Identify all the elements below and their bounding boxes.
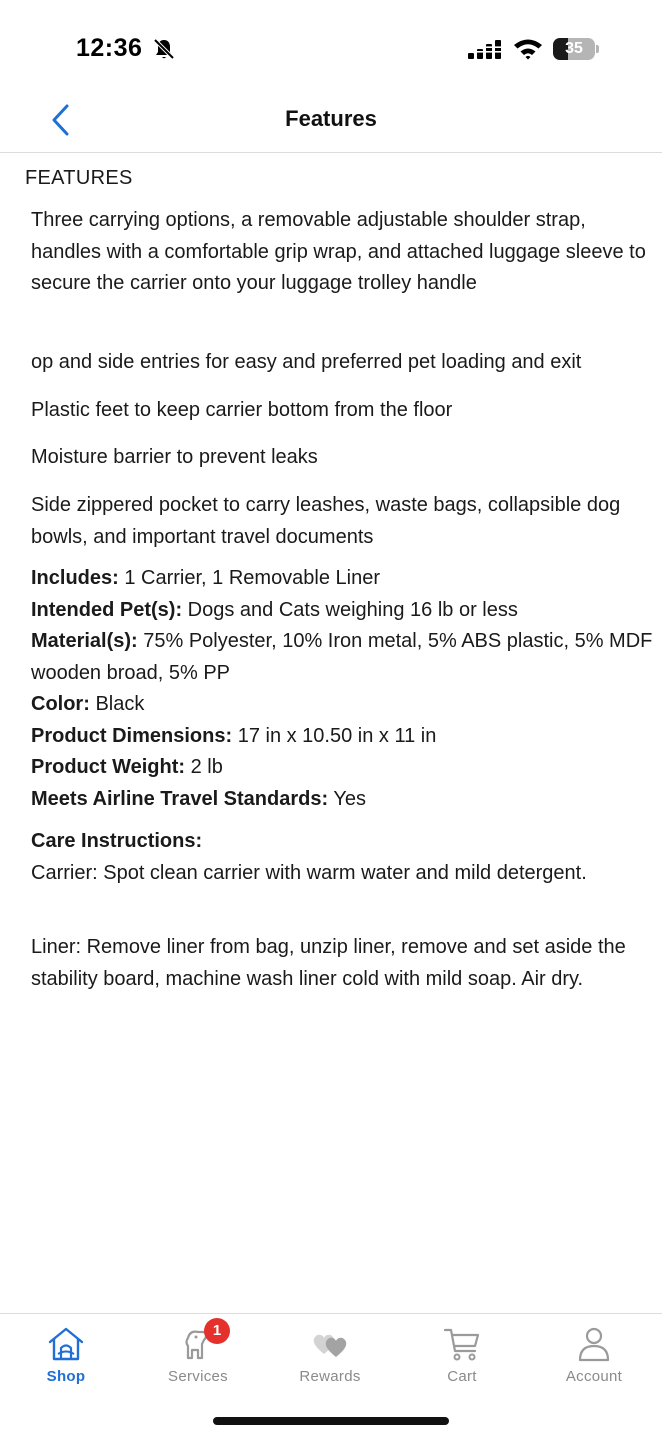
notification-badge: 1 — [204, 1318, 230, 1344]
spec-label: Product Dimensions: — [31, 725, 233, 747]
feature-paragraph: Plastic feet to keep carrier bottom from the floor — [31, 399, 453, 421]
spec-dimensions — [31, 721, 656, 753]
feature-paragraph: op and side entries for easy and preferred pet loading and exit — [31, 351, 582, 373]
navigation-bar — [0, 88, 662, 153]
tab-shop[interactable] — [0, 1314, 132, 1394]
feature-paragraph: Side zippered pocket to carry leashes, waste bags, collapsible dog bowls, and important travel documents — [31, 494, 621, 548]
status-bar — [0, 0, 662, 100]
page-title: Features — [285, 106, 377, 131]
spec-intended-pets — [31, 595, 656, 627]
tab-label: Cart — [447, 1368, 477, 1385]
spec-label: Product Weight: — [31, 756, 186, 778]
person-icon — [574, 1324, 614, 1364]
care-liner: Liner: Remove liner from bag, unzip liner, remove and set aside the stability board, machine wash liner cold with mild soap. Air dry. — [31, 936, 626, 990]
care-heading-text: Care Instructions: — [31, 830, 203, 852]
spec-label: Material(s): — [31, 630, 138, 652]
spec-value: Black — [89, 693, 145, 715]
spec-value: Yes — [328, 788, 366, 810]
spec-weight — [31, 752, 656, 784]
wifi-icon — [512, 37, 544, 61]
spec-label: Meets Airline Travel Standards: — [31, 788, 329, 810]
home-icon — [46, 1324, 86, 1364]
bell-muted-icon — [152, 37, 176, 61]
battery-level-text: 35 — [565, 40, 583, 57]
tab-cart[interactable] — [396, 1314, 528, 1394]
status-time: 12:36 — [76, 34, 143, 62]
feature-paragraph: Moisture barrier to prevent leaks — [31, 446, 318, 468]
tab-label: Account — [565, 1368, 623, 1385]
hearts-icon — [310, 1324, 350, 1364]
home-indicator[interactable] — [213, 1417, 449, 1425]
spec-label: Color: — [31, 693, 90, 715]
cellular-signal-icon — [468, 38, 504, 62]
tab-services[interactable] — [132, 1314, 264, 1394]
care-heading — [31, 826, 656, 858]
care-carrier: Carrier: Spot clean carrier with warm water and mild detergent. — [31, 862, 587, 884]
spec-color — [31, 689, 656, 721]
section-heading: FEATURES — [25, 167, 133, 189]
spec-label: Includes: — [31, 567, 119, 589]
spec-value: 2 lb — [185, 756, 223, 778]
spec-label: Intended Pet(s): — [31, 599, 183, 621]
tab-label: Shop — [46, 1368, 86, 1385]
spec-airline — [31, 784, 656, 816]
tab-account[interactable] — [528, 1314, 660, 1394]
spec-value: 75% Polyester, 10% Iron metal, 5% ABS plastic, 5% MDF wooden broad, 5% PP — [31, 630, 653, 684]
tab-label: Rewards — [299, 1368, 361, 1385]
spec-materials — [31, 626, 656, 689]
spec-value: 1 Carrier, 1 Removable Liner — [118, 567, 381, 589]
feature-paragraph: Three carrying options, a removable adjustable shoulder strap, handles with a comfortable grip wrap, and attached luggage sleeve to secure the carrier onto your luggage trolley handle — [31, 209, 646, 294]
spec-includes — [31, 563, 656, 595]
tab-rewards[interactable] — [264, 1314, 396, 1394]
cart-icon — [442, 1324, 482, 1364]
spec-value: 17 in x 10.50 in x 11 in — [232, 725, 437, 747]
tab-label: Services — [168, 1368, 228, 1385]
spec-value: Dogs and Cats weighing 16 lb or less — [182, 599, 518, 621]
battery-indicator — [553, 38, 599, 60]
